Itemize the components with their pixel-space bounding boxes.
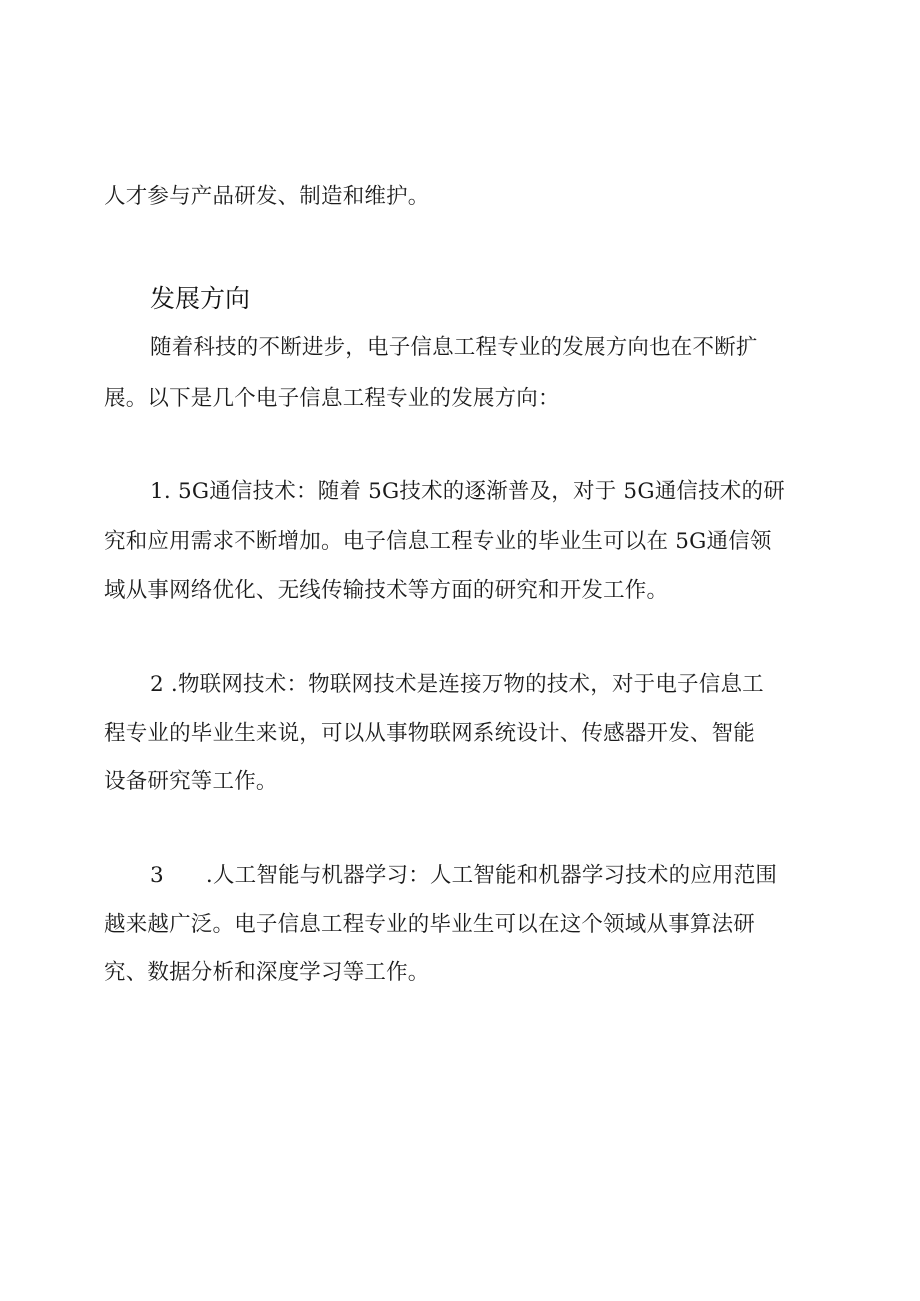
list-item-2-line-2: 程专业的毕业生来说，可以从事物联网系统设计、传感器开发、智能 (104, 721, 756, 746)
list-item-2-number: 2 (150, 672, 164, 697)
section-intro-line-2: 展。以下是几个电子信息工程专业的发展方向： (104, 386, 560, 411)
paragraph-tail: 人才参与产品研发、制造和维护。 (104, 184, 430, 209)
list-item-1-line-2: 究和应用需求不断增加。电子信息工程专业的毕业生可以在 5G通信领 (104, 529, 772, 554)
section-intro-line-1: 随着科技的不断进步，电子信息工程专业的发展方向也在不断扩 (150, 335, 758, 360)
list-item-2-text: .物联网技术：物联网技术是连接万物的技术，对于电子信息工 (163, 672, 764, 697)
list-item-1-line-3: 域从事网络优化、无线传输技术等方面的研究和开发工作。 (104, 578, 669, 603)
list-item-3-line-2: 越来越广泛。电子信息工程专业的毕业生可以在这个领域从事算法研 (104, 912, 756, 937)
list-item-1-line-1 (150, 477, 870, 507)
list-item-1-text: 5G通信技术：随着 5G技术的逐渐普及，对于 5G通信技术的研 (170, 479, 785, 504)
list-item-3-number: 3 (150, 863, 164, 888)
list-item-3-text: .人工智能与机器学习：人工智能和机器学习技术的应用范围 (205, 863, 778, 888)
list-item-3-line-3: 究、数据分析和深度学习等工作。 (104, 960, 430, 985)
list-item-2-line-1 (150, 670, 870, 700)
list-item-2-line-3: 设备研究等工作。 (104, 769, 278, 794)
list-item-1-number: 1. (150, 479, 171, 504)
section-heading: 发展方向 (150, 284, 251, 313)
list-item-3-line-1 (150, 861, 870, 891)
